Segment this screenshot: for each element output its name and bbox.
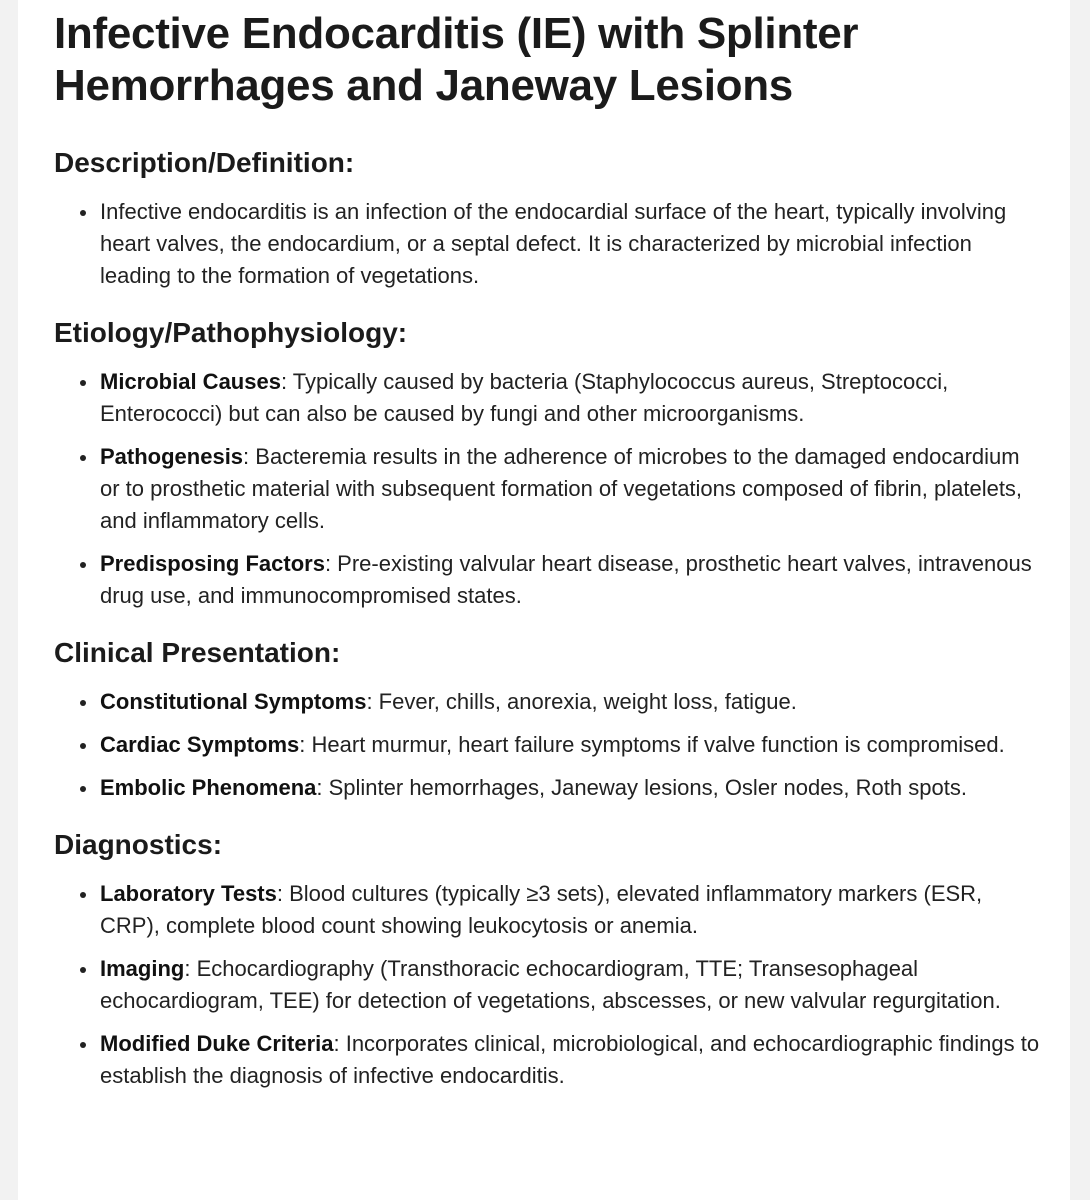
item-text: : Echocardiography (Transthoracic echocardiogram, TTE; Transesophageal echocardiogram, TEE) for detection of vegetations, abscesses, or new valvular regurgitation. bbox=[100, 956, 1001, 1013]
section-heading: Description/Definition: bbox=[54, 147, 355, 178]
section-description bbox=[54, 146, 1070, 292]
list-item bbox=[54, 366, 1044, 430]
item-term: Modified Duke Criteria bbox=[100, 1031, 334, 1056]
item-text: : Blood cultures (typically ≥3 sets), elevated inflammatory markers (ESR, CRP), complete blood count showing leukocytosis or anemia. bbox=[100, 881, 983, 938]
item-text: : Typically caused by bacteria (Staphylococcus aureus, Streptococci, Enterococci) but can also be caused by fungi and other microorganisms. bbox=[100, 369, 949, 426]
item-term: Predisposing Factors bbox=[100, 551, 325, 576]
item-text: : Splinter hemorrhages, Janeway lesions, Osler nodes, Roth spots. bbox=[316, 775, 967, 800]
section-heading: Etiology/Pathophysiology: bbox=[54, 317, 408, 348]
section-heading: Clinical Presentation: bbox=[54, 637, 341, 668]
section-etiology bbox=[54, 316, 1070, 612]
item-text: : Heart murmur, heart failure symptoms if valve function is compromised. bbox=[299, 732, 1005, 757]
bullet-list bbox=[54, 686, 1070, 804]
item-term: Cardiac Symptoms bbox=[100, 732, 300, 757]
bullet-list bbox=[54, 366, 1070, 612]
item-term: Laboratory Tests bbox=[100, 881, 277, 906]
list-item bbox=[54, 953, 1044, 1017]
item-term: Imaging bbox=[100, 956, 185, 981]
item-text: : Fever, chills, anorexia, weight loss, fatigue. bbox=[366, 689, 797, 714]
section-heading: Diagnostics: bbox=[54, 829, 223, 860]
section-diagnostics bbox=[54, 828, 1070, 1092]
item-text: Infective endocarditis is an infection of the endocardial surface of the heart, typically involving heart valves, the endocardium, or a septal defect. It is characterized by microbial infection leading to the formation of vegetations. bbox=[100, 199, 1007, 288]
list-item bbox=[54, 878, 1044, 942]
list-item bbox=[54, 686, 1044, 718]
list-item bbox=[54, 1028, 1044, 1092]
item-term: Constitutional Symptoms bbox=[100, 689, 367, 714]
document-page bbox=[18, 0, 1070, 1200]
item-text: : Bacteremia results in the adherence of microbes to the damaged endocardium or to prosthetic material with subsequent formation of vegetations composed of fibrin, platelets, and inflammatory cells. bbox=[100, 444, 1023, 533]
list-item bbox=[54, 772, 1044, 804]
item-term: Microbial Causes bbox=[100, 369, 281, 394]
page-title: Infective Endocarditis (IE) with Splinter Hemorrhages and Janeway Lesions bbox=[54, 9, 859, 110]
item-term: Embolic Phenomena bbox=[100, 775, 317, 800]
list-item bbox=[54, 548, 1044, 612]
list-item bbox=[54, 729, 1044, 761]
item-text: : Pre-existing valvular heart disease, prosthetic heart valves, intravenous drug use, and immunocompromised states. bbox=[100, 551, 1032, 608]
section-clinical-presentation bbox=[54, 636, 1070, 804]
list-item bbox=[54, 441, 1044, 537]
item-text: : Incorporates clinical, microbiological, and echocardiographic findings to establish the diagnosis of infective endocarditis. bbox=[100, 1031, 1040, 1088]
bullet-list bbox=[54, 878, 1070, 1092]
bullet-list bbox=[54, 196, 1070, 292]
list-item bbox=[54, 196, 1044, 292]
item-term: Pathogenesis bbox=[100, 444, 244, 469]
